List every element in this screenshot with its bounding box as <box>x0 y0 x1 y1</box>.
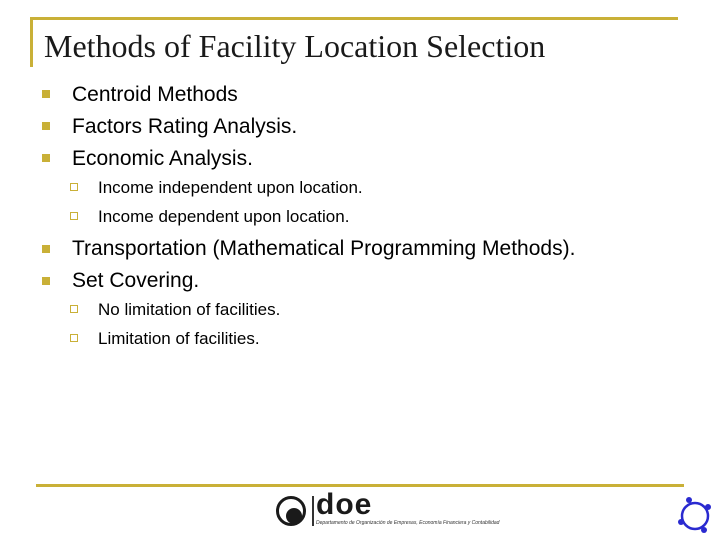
sub-item-limitation: Limitation of facilities. <box>98 329 260 348</box>
square-bullet-icon <box>42 245 50 253</box>
footer-divider <box>36 484 684 487</box>
logo-subtitle: Departamento de Organización de Empresas, Economía Financiera y Contabilidad <box>316 520 500 526</box>
square-bullet-icon <box>42 90 50 98</box>
list-item-transportation: Transportation (Mathematical Programming Methods). <box>72 237 576 260</box>
hollow-square-bullet-icon <box>70 183 78 191</box>
logo-word: doe <box>316 488 373 521</box>
list-item-factors-rating: Factors Rating Analysis. <box>72 115 298 138</box>
sub-item-income-independent: Income independent upon location. <box>98 178 363 197</box>
sub-item-no-limitation: No limitation of facilities. <box>98 300 281 319</box>
doe-logo <box>276 488 516 530</box>
slide-title: Methods of Facility Location Selection <box>44 28 546 64</box>
title-frame-top-line <box>30 17 678 20</box>
circle-nodes-icon <box>676 496 714 534</box>
list-item-economic: Economic Analysis. <box>72 147 253 170</box>
sub-item-income-dependent: Income dependent upon location. <box>98 207 350 226</box>
hollow-square-bullet-icon <box>70 305 78 313</box>
square-bullet-icon <box>42 154 50 162</box>
title-frame-left-line <box>30 17 33 67</box>
doe-logo-icon <box>276 496 306 526</box>
hollow-square-bullet-icon <box>70 334 78 342</box>
hollow-square-bullet-icon <box>70 212 78 220</box>
list-item-centroid: Centroid Methods <box>72 83 238 106</box>
square-bullet-icon <box>42 122 50 130</box>
square-bullet-icon <box>42 277 50 285</box>
list-item-set-covering: Set Covering. <box>72 269 200 292</box>
